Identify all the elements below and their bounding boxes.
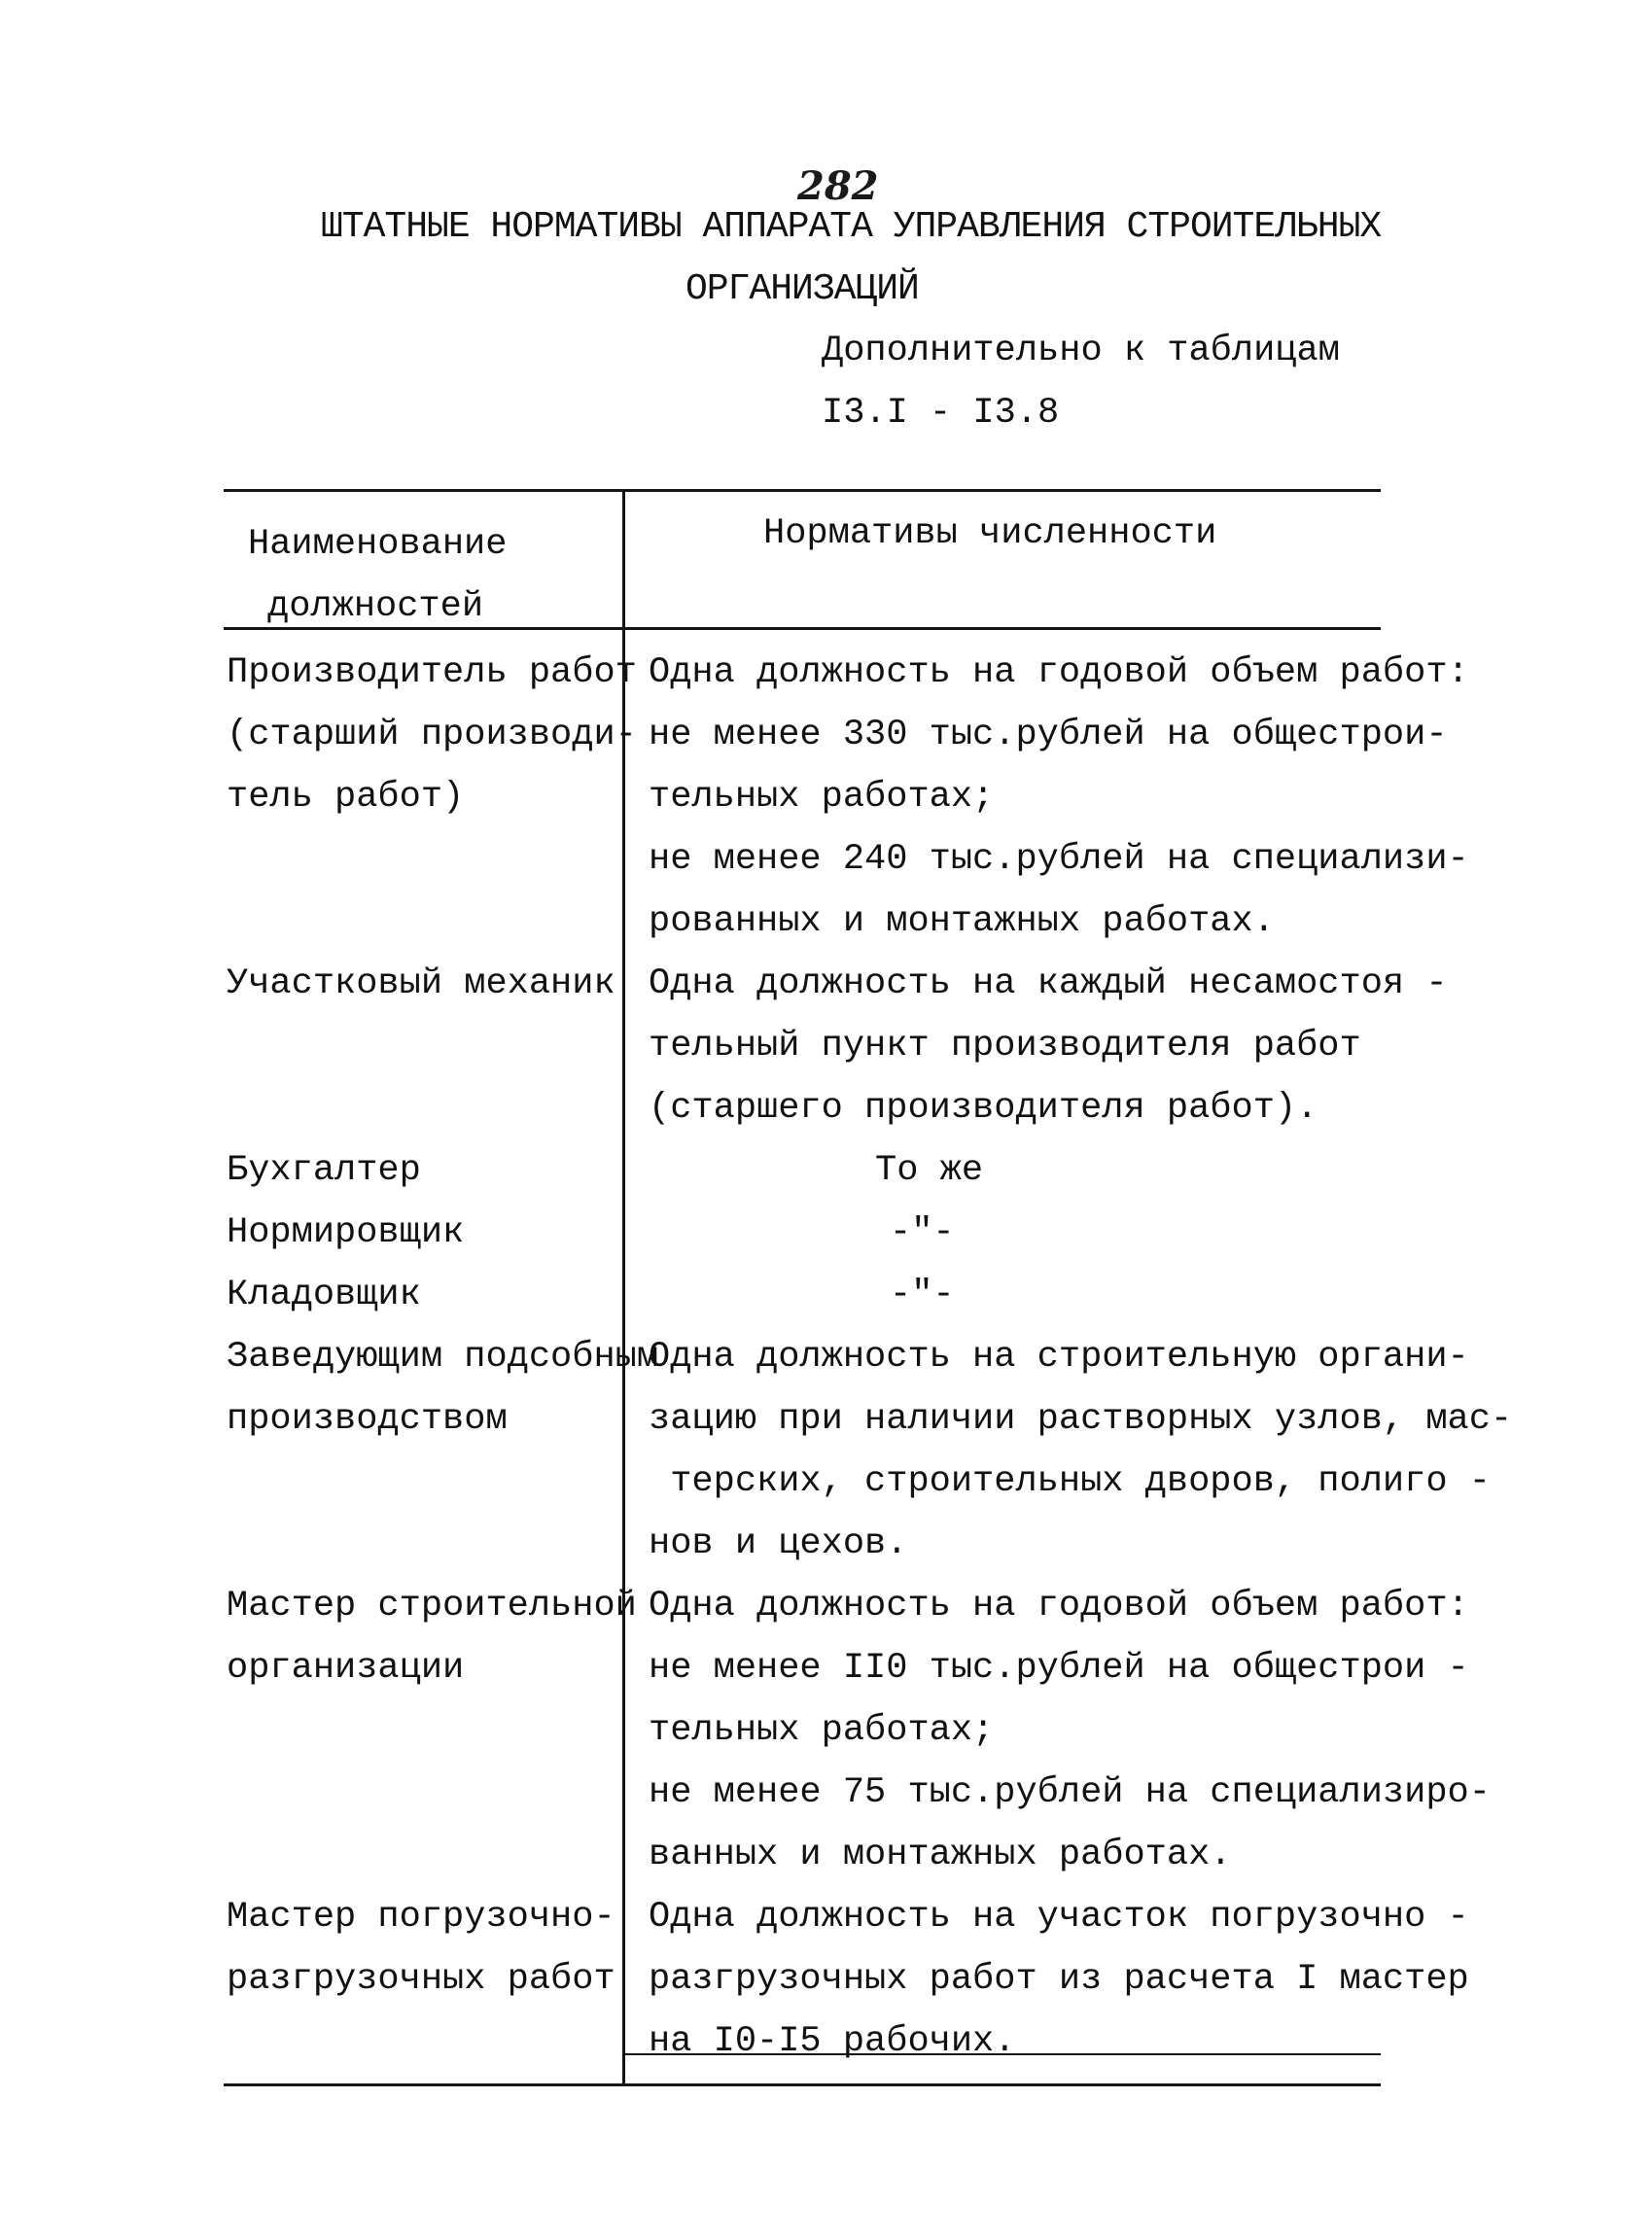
- position-line: Мастер строительной: [227, 1586, 637, 1627]
- row-position: [227, 1886, 615, 2011]
- row-position: [227, 1139, 421, 1202]
- norm-line: Одна должность на годовой объем работ:: [649, 652, 1469, 693]
- row-position: [227, 642, 637, 828]
- header-position-column: [248, 513, 507, 638]
- norm-line: То же: [875, 1150, 984, 1191]
- norm-line: терских, строительных дворов, полиго -: [649, 1461, 1491, 1502]
- norm-line: нов и цехов.: [649, 1523, 908, 1564]
- norm-line: разгрузочных работ из расчета I мастер: [649, 1959, 1469, 2000]
- position-line: Кладовщик: [227, 1275, 421, 1315]
- norm-line: на I0-I5 рабочих.: [649, 2021, 1016, 2062]
- header-position-line: должностей: [267, 586, 484, 627]
- position-line: разгрузочных работ: [227, 1959, 615, 2000]
- row-norm: [875, 1139, 983, 1202]
- row-norm: [890, 1202, 955, 1264]
- note-line-1: Дополнительно к таблицам: [822, 331, 1340, 371]
- row-position: [227, 1326, 658, 1451]
- norm-line: тельный пункт производителя работ: [649, 1026, 1361, 1067]
- position-line: Заведующим подсобным: [227, 1337, 659, 1378]
- page-number: 282: [797, 163, 879, 209]
- norm-line: зацию при наличии растворных узлов, мас-: [649, 1399, 1513, 1440]
- position-line: (старший производи-: [227, 715, 637, 755]
- table-bottom-rule: [224, 2083, 1381, 2086]
- position-line: Нормировщик: [227, 1212, 465, 1253]
- position-line: производством: [227, 1399, 508, 1440]
- norm-line: ванных и монтажных работах.: [649, 1835, 1232, 1875]
- position-line: Бухгалтер: [227, 1150, 421, 1191]
- norm-line: Одна должность на годовой объем работ:: [649, 1586, 1469, 1627]
- title-line-2: ОРГАНИЗАЦИЙ: [685, 268, 919, 310]
- row-norm: [649, 1575, 1491, 1886]
- position-line: Участковый механик: [227, 963, 615, 1004]
- row-position: [227, 1575, 637, 1699]
- row-norm: [890, 1264, 955, 1326]
- position-line: Производитель работ: [227, 652, 637, 693]
- row-norm: [649, 642, 1469, 953]
- norm-line: не менее 240 тыс.рублей на специализи-: [649, 839, 1469, 880]
- row-norm: [649, 953, 1448, 1139]
- title-line-1: ШТАТНЫЕ НОРМАТИВЫ АППАРАТА УПРАВЛЕНИЯ СТРОИТЕЛЬНЫХ: [321, 206, 1382, 248]
- norm-line: не менее 330 тыс.рублей на общестрои-: [649, 715, 1448, 755]
- norm-line: не менее 75 тыс.рублей на специализиро-: [649, 1772, 1491, 1813]
- norm-line: Одна должность на строительную органи-: [649, 1337, 1469, 1378]
- row-norm: [649, 1886, 1469, 2073]
- position-line: тель работ): [227, 777, 465, 818]
- norm-line: тельных работах;: [649, 777, 995, 818]
- ditto-mark: -"-: [890, 1275, 955, 1315]
- row-position: [227, 1202, 464, 1264]
- norm-line: тельных работах;: [649, 1710, 995, 1751]
- position-line: Мастер погрузочно-: [227, 1897, 615, 1938]
- table-top-rule: [224, 489, 1381, 492]
- ditto-mark: -"-: [890, 1212, 955, 1253]
- norm-line: (старшего производителя работ).: [649, 1088, 1318, 1129]
- norm-line: не менее II0 тыс.рублей на общестрои -: [649, 1648, 1469, 1689]
- norm-line: Одна должность на участок погрузочно -: [649, 1897, 1469, 1938]
- header-norm-column: Нормативы численности: [763, 513, 1217, 554]
- note-line-2: I3.I - I3.8: [822, 393, 1060, 434]
- header-position-line: Наименование: [248, 524, 508, 565]
- norm-line: Одна должность на каждый несамостоя -: [649, 963, 1448, 1004]
- norm-line: рованных и монтажных работах.: [649, 901, 1275, 942]
- row-norm: [649, 1326, 1512, 1575]
- position-line: организации: [227, 1648, 465, 1689]
- row-position: [227, 953, 615, 1015]
- row-position: [227, 1264, 421, 1326]
